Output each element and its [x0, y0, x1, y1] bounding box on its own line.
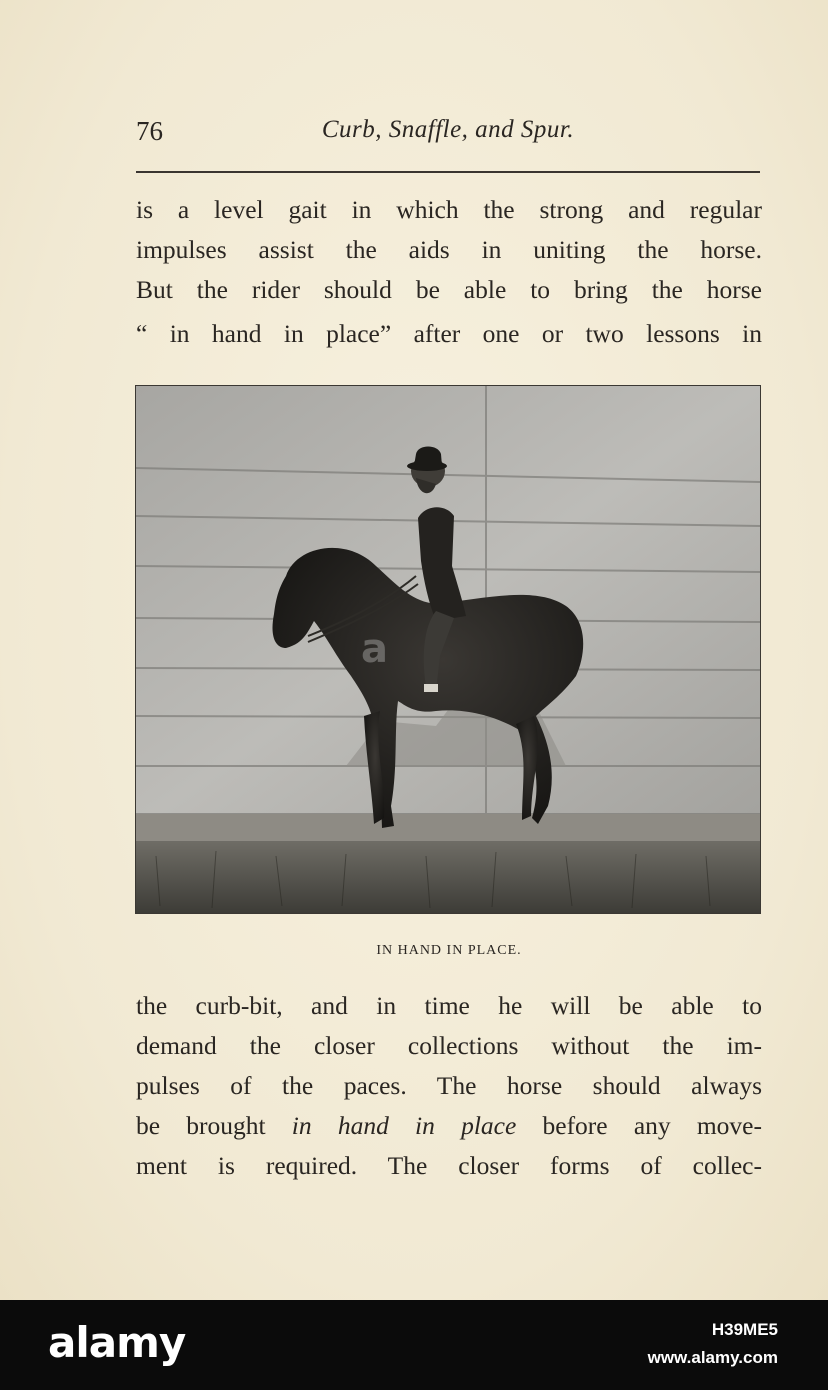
text-line: the curb-bit, and in time he will be able to [136, 991, 762, 1020]
running-head: Curb, Snaffle, and Spur. [321, 116, 575, 143]
text-line: But the rider should be able to bring the horse [136, 275, 762, 304]
banner-url: www.alamy.com [647, 1348, 778, 1367]
text-line: pulses of the paces. The horse should always [136, 1071, 762, 1100]
page-number: 76 [136, 116, 163, 146]
italic-phrase: in hand in place [291, 1111, 517, 1140]
text-segment: be brought [136, 1111, 292, 1140]
text-line: is a level gait in which the strong and regular [136, 195, 762, 224]
paragraph-top [136, 190, 762, 354]
text-line: ment is required. The closer forms of collec- [136, 1151, 762, 1180]
image-id: H39ME5 [711, 1320, 778, 1339]
text-segment: before any move- [516, 1111, 762, 1140]
text-line: impulses assist the aids in uniting the horse. [136, 235, 762, 264]
text-line: demand the closer collections without the im- [136, 1031, 762, 1060]
horse-rider-photograph [135, 385, 761, 914]
paragraph-bottom [136, 986, 762, 1186]
stock-banner [0, 1300, 828, 1390]
page-header [136, 116, 760, 156]
photograph-illustration [136, 386, 760, 913]
header-rule [136, 171, 760, 173]
text-line-with-italic [136, 1106, 762, 1146]
text-line: “ in hand in place” after one or two lessons in [136, 319, 762, 348]
watermark-logo: a [361, 626, 388, 672]
alamy-logo: alamy [48, 1318, 186, 1367]
figure-caption: IN HAND IN PLACE. [376, 943, 522, 958]
